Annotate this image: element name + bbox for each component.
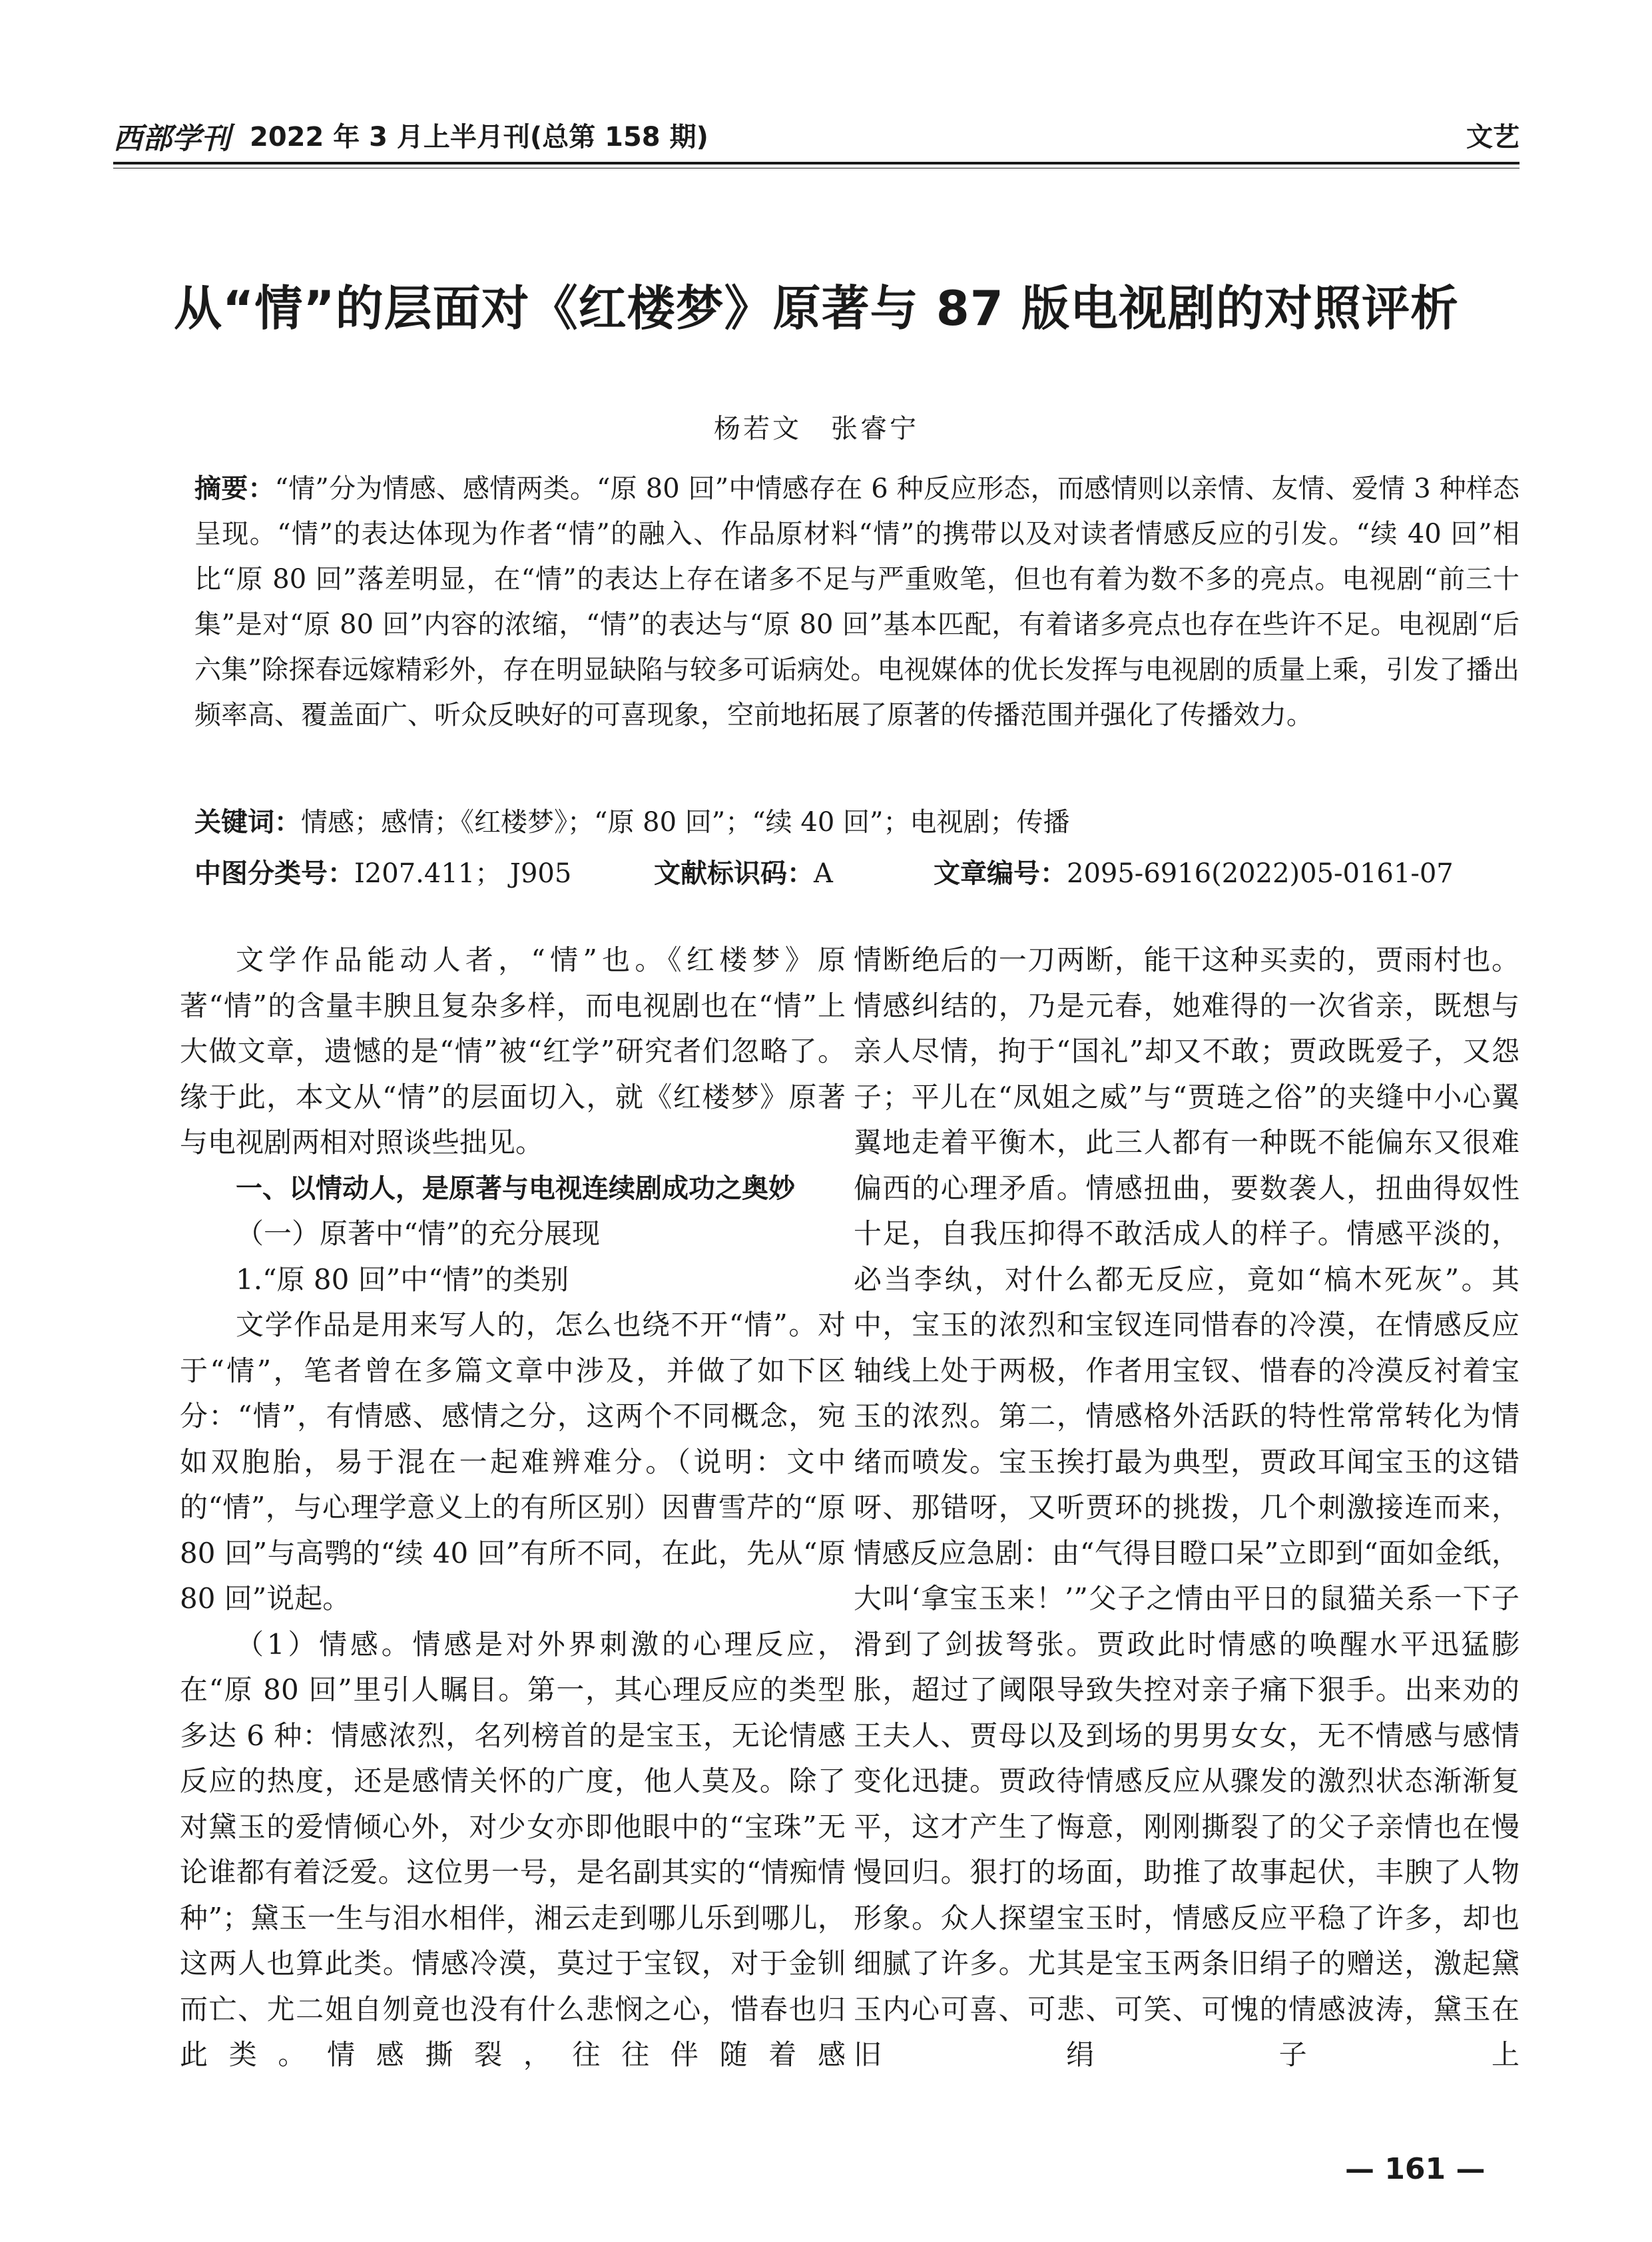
issue-info: 2022 年 3 月上半月刊(总第 158 期) xyxy=(250,122,708,152)
clc-value: I207.411； J905 xyxy=(354,858,572,889)
doc-code-label: 文献标识码： xyxy=(654,858,814,889)
abstract xyxy=(194,466,1519,738)
keywords-label: 关键词： xyxy=(194,807,301,838)
authors: 杨若文 张睿宁 xyxy=(714,414,919,444)
subsubsection-heading: 1.“原 80 回”中“情”的类别 xyxy=(236,1262,569,1296)
subsection-heading: （一）原著中“情”的充分展现 xyxy=(236,1217,600,1250)
running-header xyxy=(113,112,1519,156)
clc-label: 中图分类号： xyxy=(194,858,354,889)
header-rule xyxy=(113,162,1519,164)
keywords xyxy=(194,806,1519,839)
page-number: — 161 — xyxy=(1345,2152,1486,2186)
body-column-right xyxy=(854,938,1519,2078)
abstract-label: 摘要： xyxy=(194,473,275,504)
classification-row xyxy=(194,852,1519,889)
article-no-item xyxy=(934,852,1454,890)
body-column-left xyxy=(180,938,846,2078)
journal-logo: 西部学刊 xyxy=(113,122,230,156)
keywords-text: 情感；感情；《红楼梦》；“原 80 回”；“续 40 回”；电视剧；传播 xyxy=(301,807,1070,838)
section-heading: 一、以情动人，是原著与电视连续剧成功之奥妙 xyxy=(236,1173,795,1204)
section-label: 文艺 xyxy=(1466,122,1519,152)
clc-item xyxy=(194,852,571,890)
article-no-value: 2095-6916(2022)05-0161-07 xyxy=(1067,858,1454,889)
doc-code-value: A xyxy=(814,858,833,889)
paragraph: （1）情感。情感是对外界刺激的心理反应，在“原 80 回”里引人瞩目。第一，其心理反应的类型多达 6 种：情感浓烈，名列榜首的是宝玉，无论情感反应的热度，还是感情关怀的广度，他人莫及。除了对黛玉的爱情倾心外，对少女亦即他眼中的“宝珠”无论谁都有着泛爱。这位男一号，是名副其实的“情痴情种”；黛玉一生与泪水相伴，湘云走到哪儿乐到哪儿，这两人也算此类。情感冷漠，莫过于宝钗，对于金钏而亡、尤二姐自刎竟也没有什么悲悯之心，惜春也归此类。情感撕裂，往往伴随着感 xyxy=(180,1627,846,2071)
article-no-label: 文章编号： xyxy=(934,858,1067,889)
paragraph: 情断绝后的一刀两断，能干这种买卖的，贾雨村也。情感纠结的，乃是元春，她难得的一次省亲，既想与亲人尽情，拘于“国礼”却又不敢；贾政既爱子，又怨子；平儿在“凤姐之威”与“贾琏之俗”的夹缝中小心翼翼地走着平衡木，此三人都有一种既不能偏东又很难偏西的心理矛盾。情感扭曲，要数袭人，扭曲得奴性十足，自我压抑得不敢活成人的样子。情感平淡的，必当李纨，对什么都无反应，竟如“槁木死灰”。其中，宝玉的浓烈和宝钗连同惜春的冷漠，在情感反应轴线上处于两极，作者用宝钗、惜春的冷漠反衬着宝玉的浓烈。第二，情感格外活跃的特性常常转化为情绪而喷发。宝玉挨打最为典型，贾政耳闻宝玉的这错呀、那错呀，又听贾环的挑拨，几个刺激接连而来，情感反应急剧：由“气得目瞪口呆”立即到“面如金纸，大叫‘拿宝玉来！’”父子之情由平日的鼠猫关系一下子滑到了剑拔弩张。贾政此时情感的唤醒水平迅猛膨胀，超过了阈限导致失控对亲子痛下狠手。出来劝的王夫人、贾母以及到场的男男女女，无不情感与感情变化迅捷。贾政待情感反应从骤发的激烈状态渐渐复平，这才产生了悔意，刚刚撕裂了的父子亲情也在慢慢回归。狠打的场面，助推了故事起伏，丰腴了人物形象。众人探望宝玉时，情感反应平稳了许多，却也细腻了许多。尤其是宝玉两条旧绢子的赠送，激起黛玉内心可喜、可悲、可笑、可愧的情感波涛，黛玉在旧绢子上 xyxy=(854,944,1519,2071)
abstract-text: “情”分为情感、感情两类。“原 80 回”中情感存在 6 种反应形态，而感情则以亲情、友情、爱情 3 种样态呈现。“情”的表达体现为作者“情”的融入、作品原材料“情”的携带以及对读者情感反应的引发。“续 40 回”相比“原 80 回”落差明显，在“情”的表达上存在诸多不足与严重败笔，但也有着为数不多的亮点。电视剧“前三十集”是对“原 80 回”内容的浓缩，“情”的表达与“原 80 回”基本匹配，有着诸多亮点也存在些许不足。电视剧“后六集”除探春远嫁精彩外，存在明显缺陷与较多可诟病处。电视媒体的优长发挥与电视剧的质量上乘，引发了播出频率高、覆盖面广、听众反映好的可喜现象，空前地拓展了原著的传播范围并强化了传播效力。 xyxy=(194,473,1520,730)
paragraph: 文学作品是用来写人的，怎么也绕不开“情”。对于“情”，笔者曾在多篇文章中涉及，并做了如下区分：“情”，有情感、感情之分，这两个不同概念，宛如双胞胎，易于混在一起难辨难分。（说明：文中的“情”，与心理学意义上的有所区别）因曹雪芹的“原 80 回”与高鹗的“续 40 回”有所不同，在此，先从“原 80 回”说起。 xyxy=(180,1308,846,1615)
doc-code-item xyxy=(654,852,833,890)
paragraph: 文学作品能动人者，“情”也。《红楼梦》原著“情”的含量丰腴且复杂多样，而电视剧也在“情”上大做文章，遗憾的是“情”被“红学”研究者们忽略了。缘于此，本文从“情”的层面切入，就《红楼梦》原著与电视剧两相对照谈些拙见。 xyxy=(180,944,846,1159)
article-title: 从“情”的层面对《红楼梦》原著与 87 版电视剧的对照评析 xyxy=(174,280,1459,336)
